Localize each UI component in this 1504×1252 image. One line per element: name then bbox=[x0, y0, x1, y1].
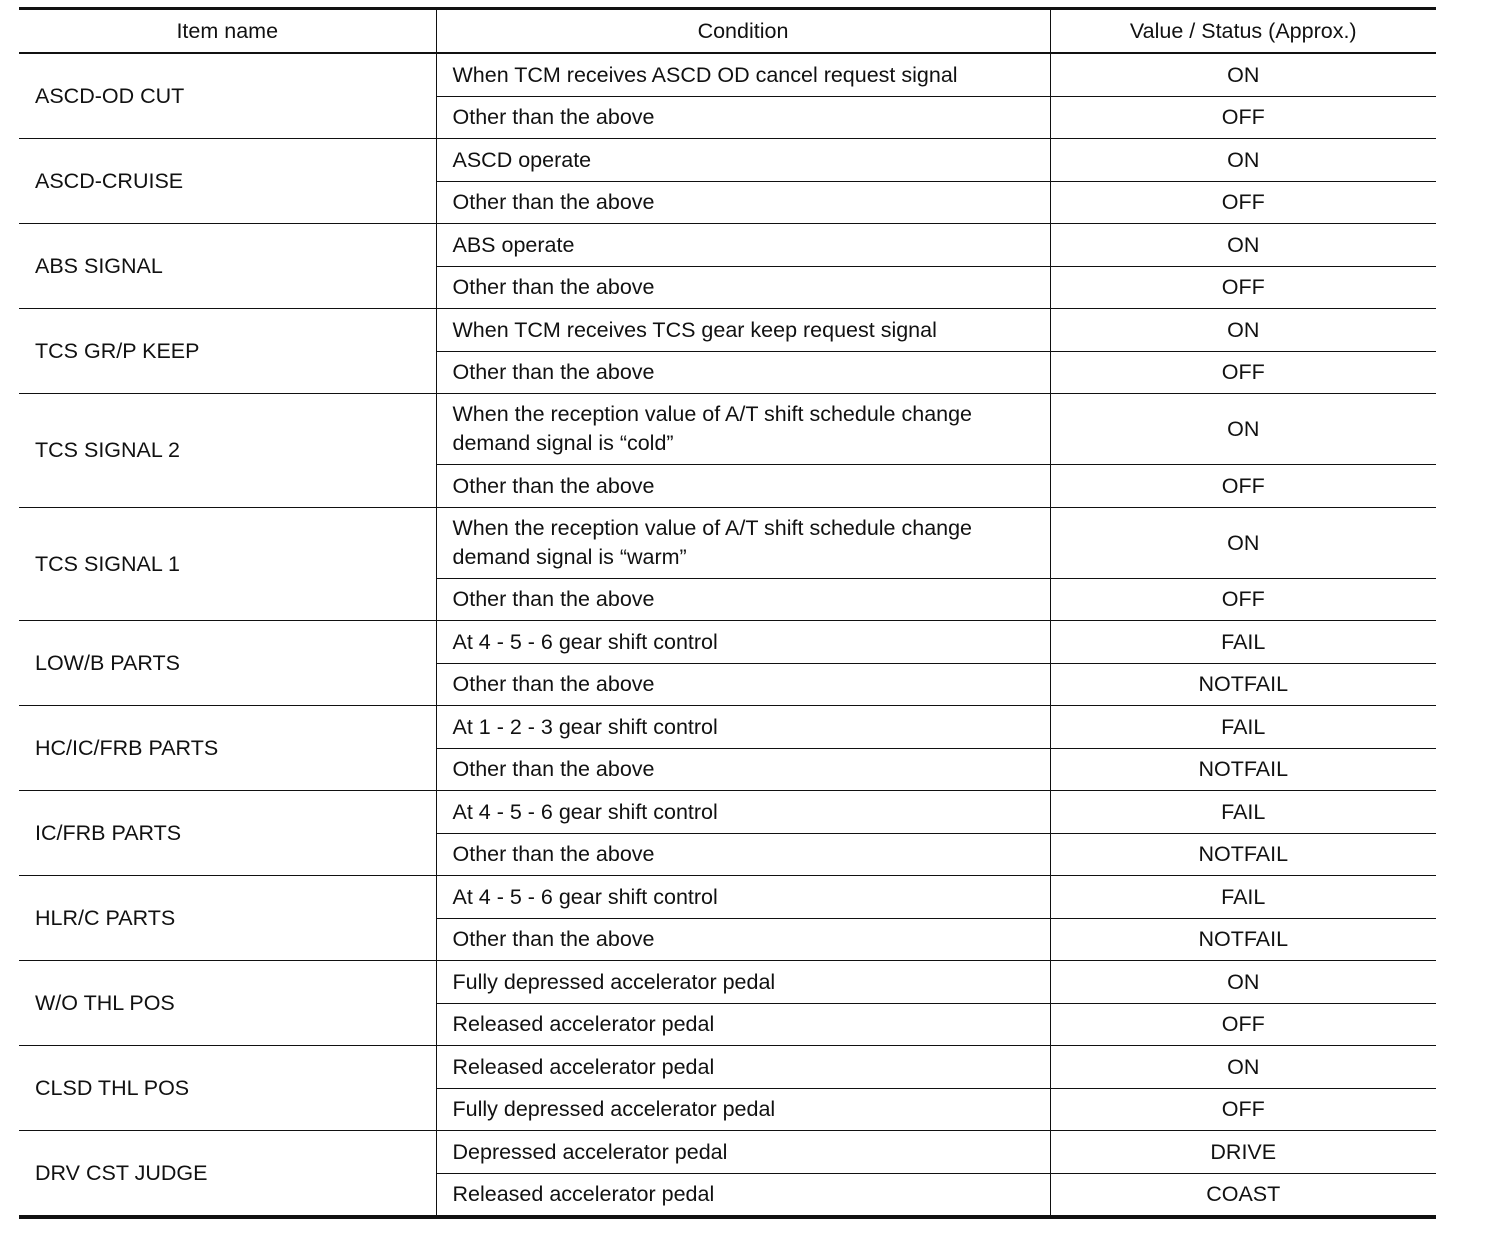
item-name-cell: ASCD-OD CUT bbox=[19, 53, 436, 139]
table-row bbox=[19, 309, 1436, 352]
table-row bbox=[19, 876, 1436, 919]
value-cell: ON bbox=[1050, 139, 1436, 182]
table-row bbox=[19, 1131, 1436, 1174]
item-name-cell: ASCD-CRUISE bbox=[19, 139, 436, 224]
value-cell: FAIL bbox=[1050, 876, 1436, 919]
value-cell: NOTFAIL bbox=[1050, 833, 1436, 876]
condition-cell: Released accelerator pedal bbox=[436, 1046, 1050, 1089]
condition-cell: Other than the above bbox=[436, 465, 1050, 508]
item-condition-value-table bbox=[19, 7, 1436, 1219]
condition-cell: Other than the above bbox=[436, 833, 1050, 876]
condition-cell: Other than the above bbox=[436, 578, 1050, 621]
condition-cell: At 1 - 2 - 3 gear shift control bbox=[436, 706, 1050, 749]
item-name-cell: HC/IC/FRB PARTS bbox=[19, 706, 436, 791]
condition-cell: Other than the above bbox=[436, 181, 1050, 224]
value-cell: OFF bbox=[1050, 266, 1436, 309]
item-name-cell: W/O THL POS bbox=[19, 961, 436, 1046]
table-row bbox=[19, 224, 1436, 267]
value-cell: FAIL bbox=[1050, 621, 1436, 664]
condition-cell: Other than the above bbox=[436, 351, 1050, 394]
value-cell: ON bbox=[1050, 507, 1436, 578]
condition-cell: Released accelerator pedal bbox=[436, 1173, 1050, 1217]
value-cell: OFF bbox=[1050, 181, 1436, 224]
value-cell: ON bbox=[1050, 224, 1436, 267]
item-name-cell: HLR/C PARTS bbox=[19, 876, 436, 961]
table-row bbox=[19, 507, 1436, 578]
item-name-cell: ABS SIGNAL bbox=[19, 224, 436, 309]
value-cell: NOTFAIL bbox=[1050, 748, 1436, 791]
condition-cell: Other than the above bbox=[436, 266, 1050, 309]
value-cell: ON bbox=[1050, 961, 1436, 1004]
table-row bbox=[19, 961, 1436, 1004]
value-cell: ON bbox=[1050, 53, 1436, 96]
value-cell: ON bbox=[1050, 309, 1436, 352]
value-cell: OFF bbox=[1050, 1003, 1436, 1046]
condition-cell: Depressed accelerator pedal bbox=[436, 1131, 1050, 1174]
condition-cell: When the reception value of A/T shift schedule change demand signal is “warm” bbox=[436, 507, 1050, 578]
condition-cell: ABS operate bbox=[436, 224, 1050, 267]
table-row bbox=[19, 394, 1436, 465]
table-row bbox=[19, 1046, 1436, 1089]
value-cell: COAST bbox=[1050, 1173, 1436, 1217]
header-item-name: Item name bbox=[19, 9, 436, 54]
condition-cell: Released accelerator pedal bbox=[436, 1003, 1050, 1046]
condition-cell: At 4 - 5 - 6 gear shift control bbox=[436, 621, 1050, 664]
value-cell: OFF bbox=[1050, 96, 1436, 139]
item-name-cell: TCS SIGNAL 2 bbox=[19, 394, 436, 508]
table-row bbox=[19, 139, 1436, 182]
item-name-cell: DRV CST JUDGE bbox=[19, 1131, 436, 1218]
condition-cell: When TCM receives ASCD OD cancel request signal bbox=[436, 53, 1050, 96]
item-name-cell: IC/FRB PARTS bbox=[19, 791, 436, 876]
value-cell: ON bbox=[1050, 394, 1436, 465]
value-cell: FAIL bbox=[1050, 791, 1436, 834]
value-cell: ON bbox=[1050, 1046, 1436, 1089]
condition-cell: ASCD operate bbox=[436, 139, 1050, 182]
item-name-cell: CLSD THL POS bbox=[19, 1046, 436, 1131]
table-row bbox=[19, 706, 1436, 749]
condition-cell: When the reception value of A/T shift schedule change demand signal is “cold” bbox=[436, 394, 1050, 465]
condition-cell: Fully depressed accelerator pedal bbox=[436, 961, 1050, 1004]
condition-cell: At 4 - 5 - 6 gear shift control bbox=[436, 791, 1050, 834]
condition-cell: Other than the above bbox=[436, 663, 1050, 706]
value-cell: NOTFAIL bbox=[1050, 663, 1436, 706]
header-condition: Condition bbox=[436, 9, 1050, 54]
item-name-cell: TCS GR/P KEEP bbox=[19, 309, 436, 394]
condition-cell: Other than the above bbox=[436, 96, 1050, 139]
value-cell: OFF bbox=[1050, 578, 1436, 621]
condition-cell: At 4 - 5 - 6 gear shift control bbox=[436, 876, 1050, 919]
header-value-status: Value / Status (Approx.) bbox=[1050, 9, 1436, 54]
value-cell: OFF bbox=[1050, 1088, 1436, 1131]
condition-cell: Other than the above bbox=[436, 918, 1050, 961]
header-row bbox=[19, 9, 1436, 54]
value-cell: OFF bbox=[1050, 351, 1436, 394]
value-cell: DRIVE bbox=[1050, 1131, 1436, 1174]
item-name-cell: LOW/B PARTS bbox=[19, 621, 436, 706]
table-row bbox=[19, 791, 1436, 834]
value-cell: NOTFAIL bbox=[1050, 918, 1436, 961]
table-row bbox=[19, 53, 1436, 96]
item-name-cell: TCS SIGNAL 1 bbox=[19, 507, 436, 621]
value-cell: OFF bbox=[1050, 465, 1436, 508]
condition-cell: When TCM receives TCS gear keep request signal bbox=[436, 309, 1050, 352]
table-row bbox=[19, 621, 1436, 664]
condition-cell: Other than the above bbox=[436, 748, 1050, 791]
condition-cell: Fully depressed accelerator pedal bbox=[436, 1088, 1050, 1131]
value-cell: FAIL bbox=[1050, 706, 1436, 749]
